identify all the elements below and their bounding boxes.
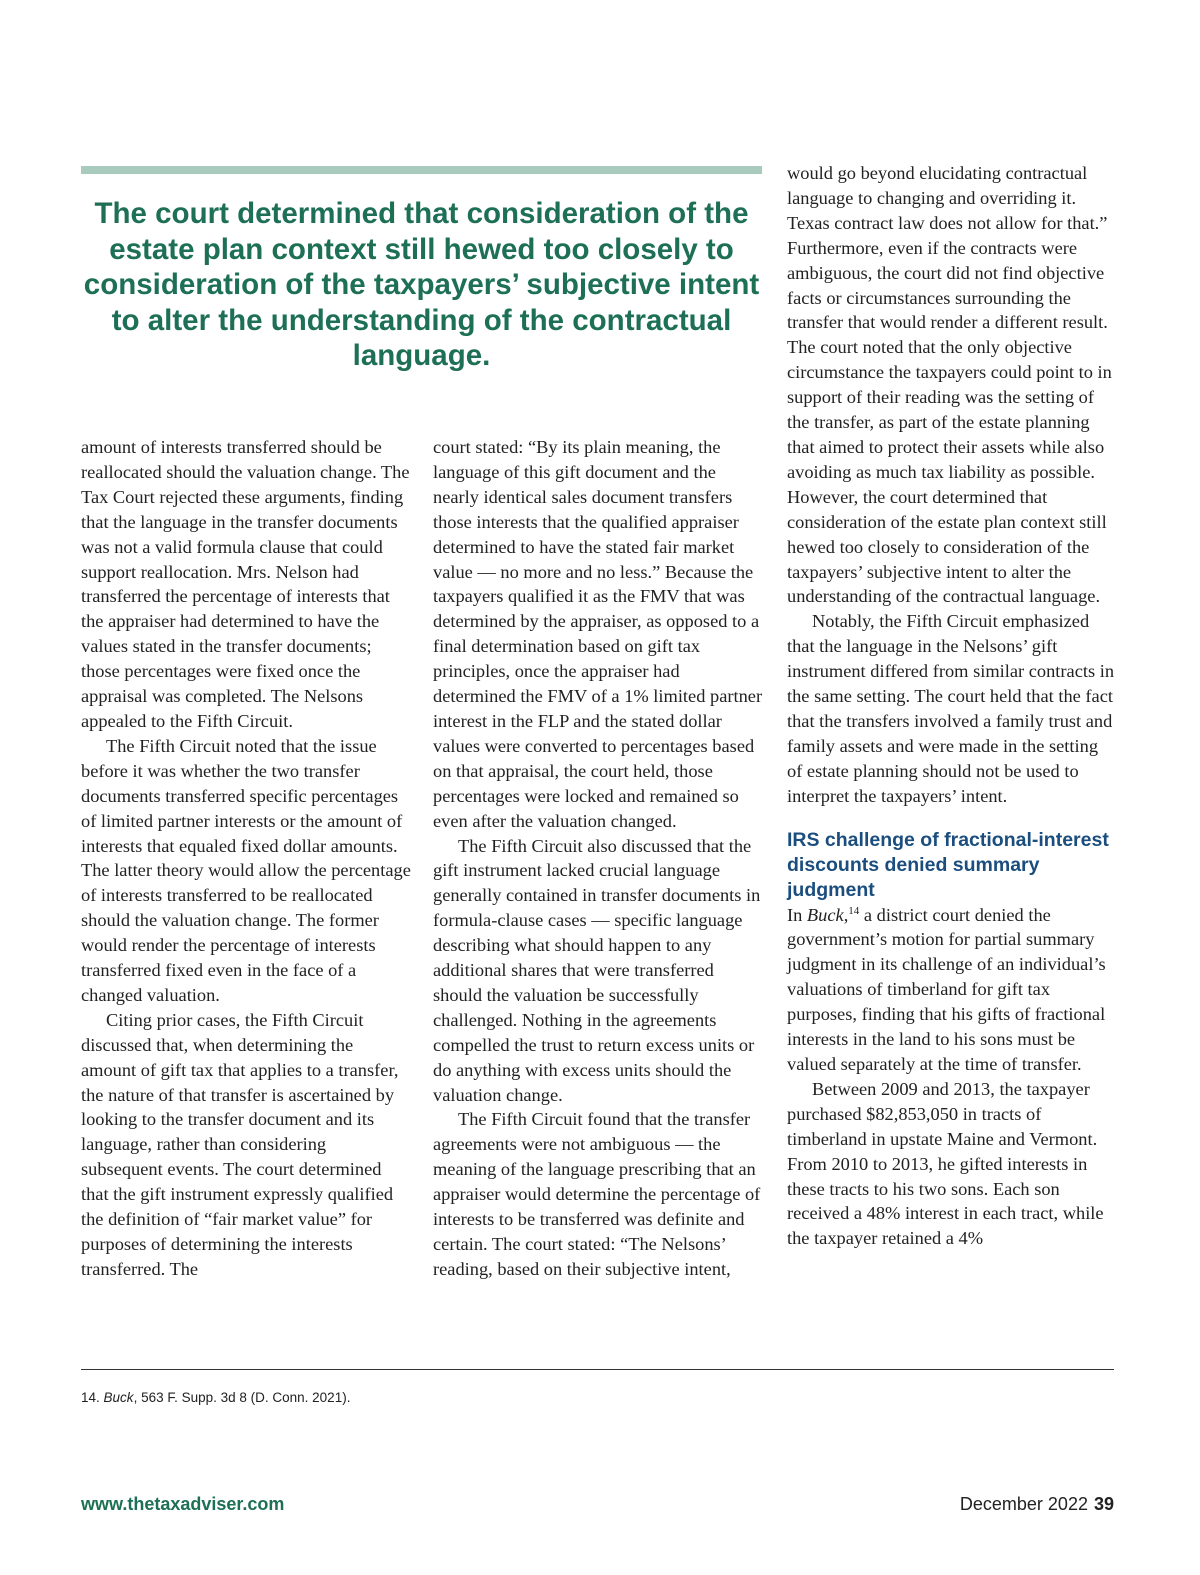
footnote-number: 14. (81, 1390, 100, 1405)
case-name: Buck (806, 904, 844, 925)
column-3 (787, 161, 1117, 1251)
paragraph (787, 903, 1117, 1077)
page-number: 39 (1093, 1494, 1114, 1514)
footnote-rule (81, 1369, 1114, 1370)
footnote-citation: , 563 F. Supp. 3d 8 (D. Conn. 2021). (133, 1390, 351, 1405)
footnote (81, 1390, 350, 1405)
paragraph: Notably, the Fifth Circuit emphasized that the language in the Nelsons’ gift instrument differed from similar contracts in the same setting. The court held that the fact that the transfers involved a family trust and family assets and were made in the setting of estate planning should not be used to interpret the taxpayers’ intent. (787, 611, 1115, 806)
paragraph: Between 2009 and 2013, the taxpayer purchased $82,853,050 in tracts of timberland in upstate Maine and Vermont. From 2010 to 2013, he gifted interests in these tracts to his two sons. Each son received a 48% interest in each tract, while the taxpayer retained a 4% (787, 1078, 1104, 1249)
paragraph: Citing prior cases, the Fifth Circuit discussed that, when determining the amount of gift tax that applies to a transfer, the nature of that transfer is ascertained by looking to the transfer document and its language, rather than considering subsequent events. The court determined that the gift instrument expressly qualified the definition of “fair market value” for purposes of determining the interests transferred. The (81, 1009, 399, 1279)
paragraph: amount of interests transferred should be reallocated should the valuation change. The Tax Court rejected these arguments, finding that the language in the transfer documents was not a valid formula clause that could support reallocation. Mrs. Nelson had transferred the percentage of interests that the appraiser had determined to have the values stated in the transfer documents; those percentages were fixed once the appraisal was completed. The Nelsons appealed to the Fifth Circuit. (81, 437, 410, 731)
paragraph: The Fifth Circuit found that the transfer agreements were not ambiguous — the meaning of the language prescribing that an appraiser would determine the percentage of interests to be transferred was definite and certain. The court stated: “The Nelsons’ reading, based on their subjective intent, (433, 1109, 761, 1279)
text-run: In (787, 904, 807, 925)
paragraph: The Fifth Circuit noted that the issue before it was whether the two transfer documents transferred specific percentages of limited partner interests or the amount of interests that equaled fixed dollar amounts. The latter theory would allow the percentage of interests transferred to be reallocated should the valuation change. The former would render the percentage of interests transferred fixed even in the face of a changed valuation. (81, 735, 411, 1005)
paragraph: would go beyond elucidating contractual language to changing and overriding it. Texas contract law does not allow for that.” Furthermore, even if the contracts were ambiguous, the court did not find objective facts or circumstances surrounding the transfer that would render a different result. The court noted that the only objective circumstance the taxpayers could point to in support of their reading was the setting of the transfer, as part of the estate planning that aimed to protect their assets while also avoiding as much tax liability as possible. However, the court determined that consideration of the estate plan context still hewed too closely to consideration of the taxpayers’ subjective intent to alter the understanding of the contractual language. (787, 163, 1112, 607)
paragraph: The Fifth Circuit also discussed that the gift instrument lacked crucial language generally contained in transfer documents in formula-clause cases — specific language describing what should happen to any additional shares that were transferred should the valuation be successfully challenged. Nothing in the agreements compelled the trust to return excess units or do anything with excess units should the valuation change. (433, 835, 761, 1105)
section-heading: IRS challenge of fractional-interest discounts denied summary judgment (787, 828, 1109, 901)
text-run: a district court denied the government’s motion for partial summary judgment in its challenge of an individual’s valuations of timberland for gift tax purposes, finding that his gifts of fractional interests in the land to his sons must be valued separately at the time of transfer. (787, 904, 1106, 1074)
pullquote: The court determined that consideration of the estate plan context still hewed too closely to consideration of the taxpayers’ subjective intent to alter the understanding of the contractual language. (83, 197, 760, 372)
footnote-case: Buck (103, 1390, 134, 1405)
pullquote-rule (81, 166, 762, 174)
issue-date: December 2022 (959, 1494, 1088, 1514)
footer-issue (960, 1494, 1114, 1515)
paragraph: court stated: “By its plain meaning, the language of this gift document and the nearly identical sales document transfers those interests that the qualified appraiser determined to have the stated fair market value — no more and no less.” Because the taxpayers qualified it as the FMV that was determined by the appraiser, as opposed to a final determination based on gift tax principles, once the appraiser had determined the FMV of a 1% limited partner interest in the FLP and the stated dollar values were converted to percentages based on that appraisal, the court held, those percentages were locked and remained so even after the valuation changed. (433, 437, 763, 831)
footer-website-link[interactable]: www.thetaxadviser.com (81, 1494, 285, 1514)
column-1 (81, 435, 411, 1282)
footnote-reference[interactable]: 14 (848, 904, 860, 917)
column-2 (433, 435, 763, 1282)
text-run: , (843, 904, 849, 925)
